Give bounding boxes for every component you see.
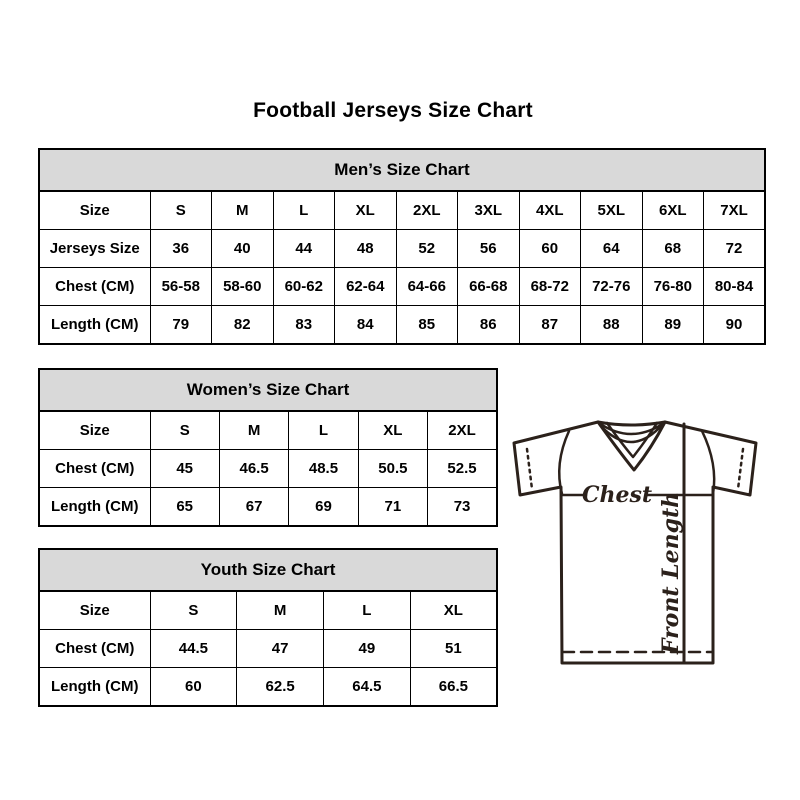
value-cell: 64-66 — [396, 268, 458, 306]
value-cell: 79 — [150, 306, 212, 345]
row-label-cell: Chest (CM) — [39, 450, 150, 488]
value-cell: 45 — [150, 450, 219, 488]
row-label-cell: Chest (CM) — [39, 268, 150, 306]
value-cell: 51 — [410, 630, 497, 668]
value-cell: 52 — [396, 230, 458, 268]
jersey-outline-shape — [514, 422, 756, 663]
value-cell: 84 — [335, 306, 397, 345]
value-cell: M — [219, 411, 288, 450]
value-cell: 7XL — [704, 191, 766, 230]
table-row — [39, 411, 497, 450]
mens-size-table — [38, 148, 766, 345]
table-row — [39, 230, 765, 268]
womens-table-title: Women’s Size Chart — [39, 369, 497, 411]
value-cell: 36 — [150, 230, 212, 268]
mens-table-title: Men’s Size Chart — [39, 149, 765, 191]
value-cell: 67 — [219, 488, 288, 527]
value-cell: 62.5 — [237, 668, 324, 707]
value-cell: 50.5 — [358, 450, 427, 488]
youth-table-title: Youth Size Chart — [39, 549, 497, 591]
row-label-cell: Chest (CM) — [39, 630, 150, 668]
value-cell: 87 — [519, 306, 581, 345]
row-label-cell: Length (CM) — [39, 488, 150, 527]
value-cell: 56 — [458, 230, 520, 268]
value-cell: XL — [335, 191, 397, 230]
value-cell: M — [212, 191, 274, 230]
value-cell: 64.5 — [324, 668, 411, 707]
value-cell: 80-84 — [704, 268, 766, 306]
value-cell: 40 — [212, 230, 274, 268]
value-cell: 89 — [642, 306, 704, 345]
value-cell: 48.5 — [289, 450, 358, 488]
value-cell: XL — [358, 411, 427, 450]
row-label-cell: Length (CM) — [39, 668, 150, 707]
value-cell: 60 — [150, 668, 237, 707]
front-length-label: Front Length — [658, 491, 684, 655]
value-cell: 76-80 — [642, 268, 704, 306]
value-cell: 58-60 — [212, 268, 274, 306]
value-cell: 68 — [642, 230, 704, 268]
value-cell: 72 — [704, 230, 766, 268]
value-cell: 44.5 — [150, 630, 237, 668]
value-cell: 5XL — [581, 191, 643, 230]
chest-label: Chest — [581, 482, 653, 508]
table-title-row — [39, 149, 765, 191]
value-cell: 60-62 — [273, 268, 335, 306]
table-row — [39, 591, 497, 630]
row-label-cell: Jerseys Size — [39, 230, 150, 268]
value-cell: 47 — [237, 630, 324, 668]
row-label-cell: Size — [39, 591, 150, 630]
value-cell: S — [150, 191, 212, 230]
value-cell: 90 — [704, 306, 766, 345]
value-cell: 73 — [428, 488, 497, 527]
value-cell: S — [150, 411, 219, 450]
value-cell: 83 — [273, 306, 335, 345]
value-cell: 60 — [519, 230, 581, 268]
row-label-cell: Size — [39, 191, 150, 230]
value-cell: 71 — [358, 488, 427, 527]
value-cell: 88 — [581, 306, 643, 345]
value-cell: 64 — [581, 230, 643, 268]
womens-size-table — [38, 368, 498, 527]
value-cell: 46.5 — [219, 450, 288, 488]
value-cell: 85 — [396, 306, 458, 345]
value-cell: 66-68 — [458, 268, 520, 306]
value-cell: XL — [410, 591, 497, 630]
value-cell: 4XL — [519, 191, 581, 230]
value-cell: 6XL — [642, 191, 704, 230]
value-cell: 65 — [150, 488, 219, 527]
table-title-row — [39, 549, 497, 591]
table-row — [39, 488, 497, 527]
value-cell: 2XL — [396, 191, 458, 230]
table-row — [39, 450, 497, 488]
value-cell: 69 — [289, 488, 358, 527]
page-title: Football Jerseys Size Chart — [253, 99, 533, 122]
youth-size-table — [38, 548, 498, 707]
value-cell: M — [237, 591, 324, 630]
value-cell: 3XL — [458, 191, 520, 230]
value-cell: L — [324, 591, 411, 630]
value-cell: 86 — [458, 306, 520, 345]
jersey-measurement-diagram — [498, 404, 788, 676]
value-cell: 62-64 — [335, 268, 397, 306]
value-cell: L — [273, 191, 335, 230]
value-cell: 49 — [324, 630, 411, 668]
table-row — [39, 630, 497, 668]
value-cell: 44 — [273, 230, 335, 268]
value-cell: 2XL — [428, 411, 497, 450]
row-label-cell: Size — [39, 411, 150, 450]
value-cell: 72-76 — [581, 268, 643, 306]
value-cell: L — [289, 411, 358, 450]
value-cell: 52.5 — [428, 450, 497, 488]
value-cell: S — [150, 591, 237, 630]
value-cell: 68-72 — [519, 268, 581, 306]
table-row — [39, 268, 765, 306]
row-label-cell: Length (CM) — [39, 306, 150, 345]
value-cell: 48 — [335, 230, 397, 268]
value-cell: 66.5 — [410, 668, 497, 707]
table-title-row — [39, 369, 497, 411]
table-row — [39, 191, 765, 230]
value-cell: 82 — [212, 306, 274, 345]
value-cell: 56-58 — [150, 268, 212, 306]
table-row — [39, 306, 765, 345]
table-row — [39, 668, 497, 707]
